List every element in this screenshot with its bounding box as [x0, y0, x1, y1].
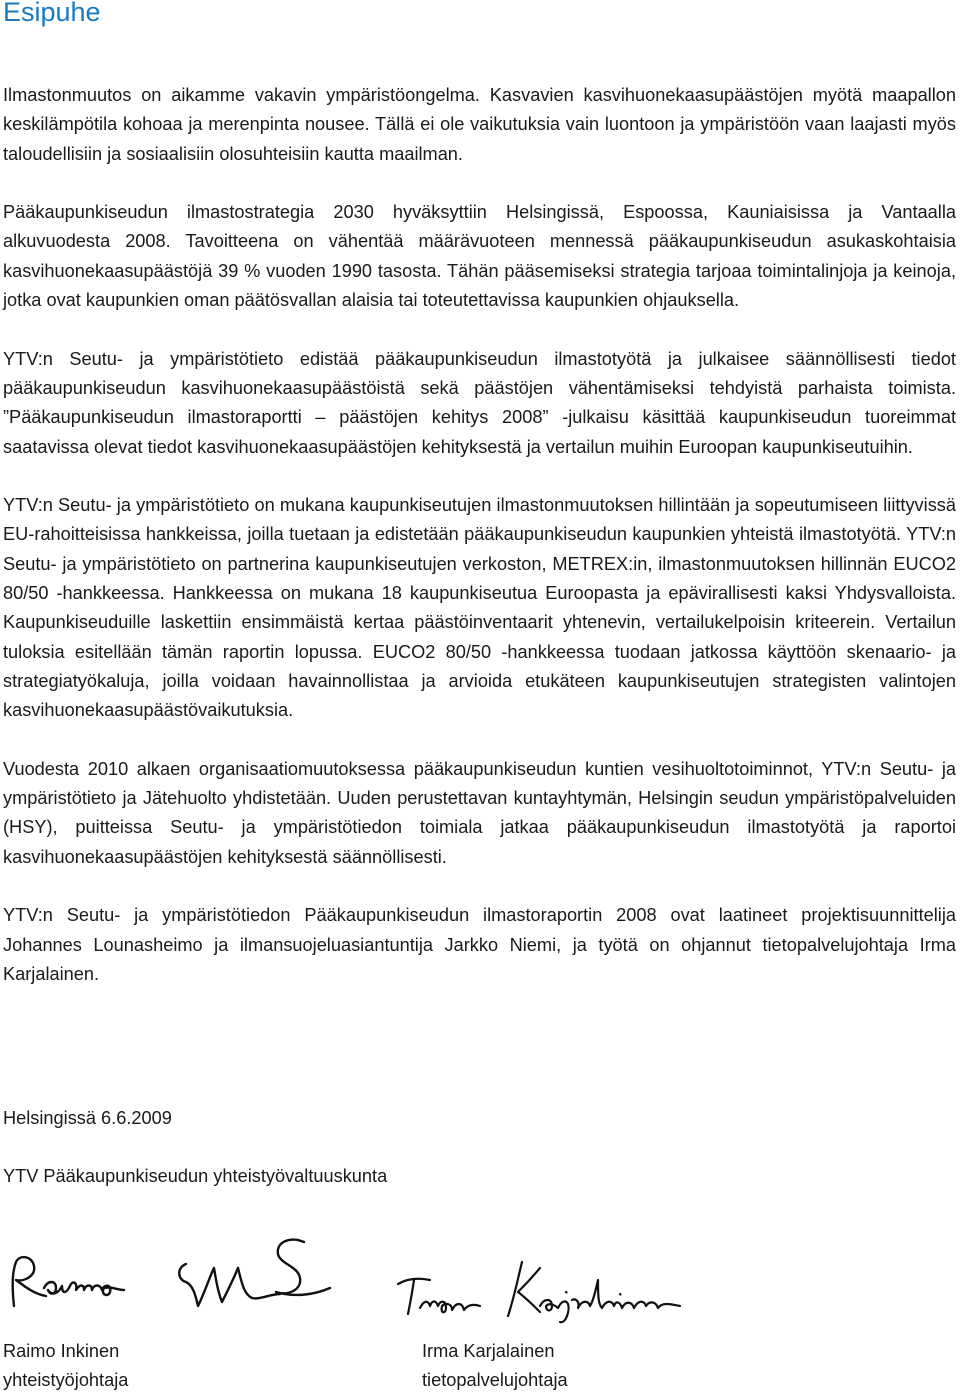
signer-name: Irma Karjalainen	[422, 1341, 555, 1361]
signer-role: tietopalvelujohtaja	[422, 1370, 568, 1391]
paragraph-6: YTV:n Seutu- ja ympäristötiedon Pääkaupunkiseudun ilmastoraportin 2008 ovat laatineet projektisuunnittelija Johannes Lounasheimo ja ilmansuojeluasiantuntija Jarkko Niemi, ja työtä on ohjannut tietopalvelujohtaja Irma Karjalainen.	[3, 905, 956, 984]
signer-2	[422, 1337, 568, 1396]
signature-irma-karjalainen-icon	[390, 1250, 710, 1330]
place-date: Helsingissä 6.6.2009	[3, 1108, 172, 1128]
page-title: Esipuhe	[3, 0, 101, 27]
signer-name: Raimo Inkinen	[3, 1341, 120, 1361]
signer-role: yhteistyöjohtaja	[3, 1370, 129, 1391]
signature-raimo-inkinen-icon	[0, 1228, 390, 1328]
organization-name: YTV Pääkaupunkiseudun yhteistyövaltuuskunta	[3, 1166, 388, 1186]
signer-1	[3, 1337, 128, 1396]
paragraph-2: Pääkaupunkiseudun ilmastostrategia 2030 hyväksyttiin Helsingissä, Espoossa, Kauniaisissa ja Vantaalla alkuvuodesta 2008. Tavoitteena on vähentää määrävuoteen mennessä pääkaupunkiseudun asukaskohtaisia kasvihuonekaasupäästöjä 39 % vuoden 1990 tasosta. Tähän pääsemiseksi strategia tarjoaa toimintalinjoja ja keinoja, jotka ovat kaupunkien oman päätösvallan alaisia tai toteutettavissa kaupunkien ohjauksella.	[3, 202, 956, 311]
paragraph-1: Ilmastonmuutos on aikamme vakavin ympäristöongelma. Kasvavien kasvihuonekaasupäästöjen myötä maapallon keskilämpötila kohoaa ja merenpinta nousee. Tällä ei ole vaikutuksia vain luontoon ja ympäristöön vaan laajasti myös taloudellisiin ja sosiaalisiin olosuhteisiin kautta maailman.	[3, 85, 956, 164]
paragraph-4: YTV:n Seutu- ja ympäristötieto on mukana kaupunkiseutujen ilmastonmuutoksen hillintään ja sopeutumiseen liittyvissä EU-rahoitteisissa hankkeissa, joilla tuetaan ja edistetään pääkaupunkiseudun kaupunkien yhteistä ilmastotyötä. YTV:n Seutu- ja ympäristötieto on partnerina kaupunkiseutujen verkoston, METREX:in, ilmastonmuutoksen hillinnän EUCO2 80/50 -hankkeessa. Hankkeessa on mukana 18 kaupunkiseutua Euroopasta ja epävirallisesti kaksi Yhdysvalloista. Kaupunkiseuduille laskettiin ensimmäistä kertaa päästöinventaarit yhtenevin, vertailukelpoisin kriteerein. Vertailun tuloksia esitellään tämän raportin lopussa. EUCO2 80/50 -hankkeessa tuodaan jatkossa käyttöön skenaario- ja strategiatyökaluja, joilla voidaan havainnollistaa ja arvioida etukäteen kaupunkiseutujen strategisten valintojen kasvihuonekaasupäästövaikutuksia.	[3, 495, 956, 721]
paragraph-3: YTV:n Seutu- ja ympäristötieto edistää pääkaupunkiseudun ilmastotyötä ja julkaisee säännöllisesti tiedot pääkaupunkiseudun kasvihuonekaasupäästöistä sekä päästöjen vähentämiseksi tehdyistä parhaista toimista. ”Pääkaupunkiseudun ilmastoraportti – päästöjen kehitys 2008” -julkaisu käsittää kaupunkiseudun tuoreimmat saatavissa olevat tiedot kasvihuonekaasupäästöjen kehityksestä ja vertailun muihin Euroopan kaupunkiseutuihin.	[3, 348, 956, 457]
paragraph-5: Vuodesta 2010 alkaen organisaatiomuutoksessa pääkaupunkiseudun kuntien vesihuoltotoiminnot, YTV:n Seutu- ja ympäristötieto ja Jätehuolto yhdistetään. Uuden perustettavan kuntayhtymän, Helsingin seudun ympäristöpalveluiden (HSY), puitteissa Seutu- ja ympäristötiedon toimiala jatkaa pääkaupunkiseudun ilmastotyötä ja raportoi kasvihuonekaasupäästöjen kehityksestä säännöllisesti.	[3, 758, 956, 867]
preface-body	[3, 81, 956, 1019]
